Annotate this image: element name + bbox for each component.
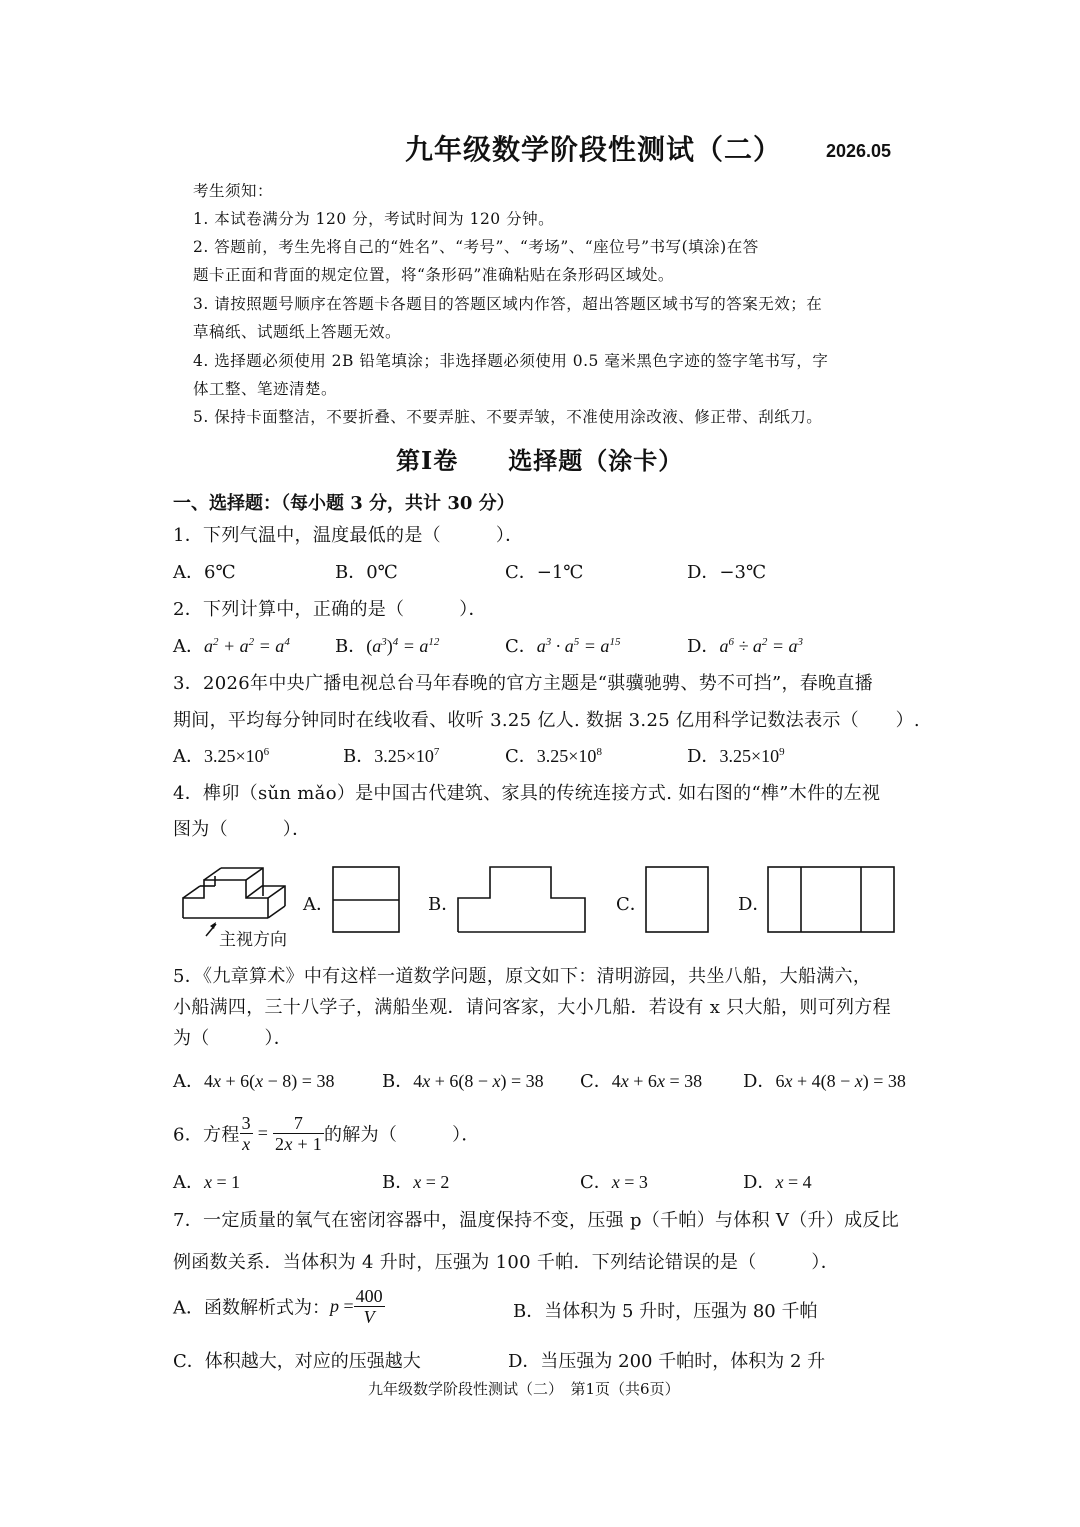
question-3-line: 期间，平均每分钟同时在线收看、收听 3.25 亿人. 数据 3.25 亿用科学记数法表示（ ）. — [173, 710, 920, 731]
question-5-line: 5．《九章算术》中有这样一道数学问题，原文如下：清明游园，共坐八船，大船满六， — [173, 966, 872, 987]
notice-line: 3. 请按照题号顺序在答题卡各题目的答题区域内作答，超出答题区域书写的答案无效；在 — [193, 295, 823, 313]
front-view-direction-label: 主视方向 — [219, 930, 287, 950]
q4-option-a-label: A． — [303, 894, 334, 915]
q5-option-b: B．4x + 6(8 − x) = 38 — [382, 1071, 544, 1092]
question-2-stem: 2．下列计算中，正确的是（ ）． — [173, 599, 487, 620]
q7-option-c: C．体积越大，对应的压强越大 — [173, 1351, 421, 1372]
equation-left-fraction: $\frac{3}{x}$ — [241, 1113, 251, 1154]
notice-line: 5. 保持卡面整洁，不要折叠、不要弄脏、不要弄皱，不准使用涂改液、修正带、刮纸刀。 — [193, 408, 823, 426]
q5-option-d: D．6x + 4(8 − x) = 38 — [743, 1071, 906, 1092]
q3-option-b: B．$3.25\times 10^7$ — [343, 746, 440, 767]
pressure-fraction: $\frac{400}{V}$ — [355, 1286, 383, 1327]
option-b-shape — [458, 867, 585, 932]
option-label: C． — [505, 636, 537, 657]
section-subtitle: 一、选择题：（每小题 3 分，共计 30 分） — [173, 493, 515, 514]
page-footer: 九年级数学阶段性测试（二） 第1页（共6页） — [368, 1380, 680, 1398]
question-5-line: 为（ ）． — [173, 1028, 293, 1049]
page-title: 九年级数学阶段性测试（二） — [405, 133, 783, 166]
q4-figure — [0, 850, 1080, 950]
q3-option-a: A．$3.25\times 10^6$ — [173, 746, 270, 767]
mortise-3d-figure — [183, 868, 285, 918]
q6-option-b: B．x = 2 — [382, 1172, 450, 1193]
q6-option-d: D．x = 4 — [743, 1172, 812, 1193]
q6-option-a: A．x = 1 — [173, 1172, 241, 1193]
question-3-line: 3．2026年中央广播电视总台马年春晚的官方主题是“骐骥驰骋、势不可挡”，春晚直播 — [173, 673, 873, 694]
q1-option-a: A．6℃ — [173, 562, 236, 583]
question-7-line: 7．一定质量的氧气在密闭容器中，温度保持不变，压强 p（千帕）与体积 V（升）成反比 — [173, 1210, 900, 1231]
option-c-shape — [646, 867, 708, 932]
q2-option-c: C．$a^3 \cdot a^5 = a^{15}$ — [505, 636, 621, 657]
option-label: A． — [173, 636, 204, 657]
q1-option-c: C．−1℃ — [505, 562, 584, 583]
q7-option-a: A．函数解析式为：p = $\frac{400}{V}$ — [173, 1286, 383, 1327]
notice-line: 草稿纸、试题纸上答题无效。 — [193, 323, 402, 341]
notice-heading: 考生须知： — [193, 182, 274, 200]
option-label: B． — [335, 636, 367, 657]
exam-date: 2026.05 — [826, 141, 892, 161]
notice-line: 1. 本试卷满分为 120 分，考试时间为 120 分钟。 — [193, 210, 555, 228]
question-7-line: 例函数关系．当体积为 4 升时，压强为 100 千帕．下列结论错误的是（ ）． — [173, 1252, 839, 1273]
option-d-shape — [768, 867, 894, 932]
q1-option-d: D．−3℃ — [687, 562, 767, 583]
notice-line: 2. 答题前，考生先将自己的“姓名”、“考号”、“考场”、“座位号”书写(填涂)在答 — [193, 238, 759, 256]
question-1-stem: 1．下列气温中，温度最低的是（ ）． — [173, 525, 524, 546]
q4-option-c-label: C． — [616, 894, 648, 915]
q4-option-b-label: B． — [428, 894, 460, 915]
q3-option-c: C．$3.25\times 10^8$ — [505, 746, 602, 767]
q5-option-a: A．4x + 6(x − 8) = 38 — [173, 1071, 335, 1092]
q2-option-d: D．$a^6 \div a^2 = a^3$ — [687, 636, 803, 657]
question-6-stem: 6．方程 $\frac{3}{x}$ = $\frac{7}{2x + 1}$ 的解为（ ）． — [173, 1113, 480, 1154]
question-5-line: 小船满四，三十八学子，满船坐观．请问客家，大小几船．若设有 x 只大船，则可列方程 — [173, 997, 891, 1018]
q2-option-b: B．$(a^3)^4 = a^{12}$ — [335, 636, 440, 657]
q2-option-a: A．$a^2 + a^2 = a^4$ — [173, 636, 290, 657]
question-4-line: 4．榫卯（sǔn mǎo）是中国古代建筑、家具的传统连接方式. 如右图的“榫”木件的左视 — [173, 783, 881, 804]
notice-line: 4. 选择题必须使用 2B 铅笔填涂；非选择题必须使用 0.5 毫米黑色字迹的签字笔书写，字 — [193, 352, 829, 370]
notice-line: 体工整、笔迹清楚。 — [193, 380, 338, 398]
section-title: 第Ⅰ卷 选择题（涂卡） — [396, 446, 684, 475]
q1-option-b: B．0℃ — [335, 562, 398, 583]
q4-option-d-label: D． — [738, 894, 771, 915]
option-label: D． — [687, 636, 720, 657]
notice-line: 题卡正面和背面的规定位置，将“条形码”准确粘贴在条形码区域处。 — [193, 266, 674, 284]
q3-option-d: D．$3.25\times 10^9$ — [687, 746, 785, 767]
q7-option-b: B．当体积为 5 升时，压强为 80 千帕 — [513, 1301, 818, 1322]
question-4-line: 图为（ ）． — [173, 819, 311, 840]
direction-arrow-icon — [206, 922, 216, 936]
q6-option-c: C．x = 3 — [580, 1172, 648, 1193]
q7-option-d: D．当压强为 200 千帕时，体积为 2 升 — [508, 1351, 826, 1372]
equation-right-fraction: $\frac{7}{2x + 1}$ — [275, 1113, 322, 1154]
q5-option-c: C．4x + 6x = 38 — [580, 1071, 703, 1092]
